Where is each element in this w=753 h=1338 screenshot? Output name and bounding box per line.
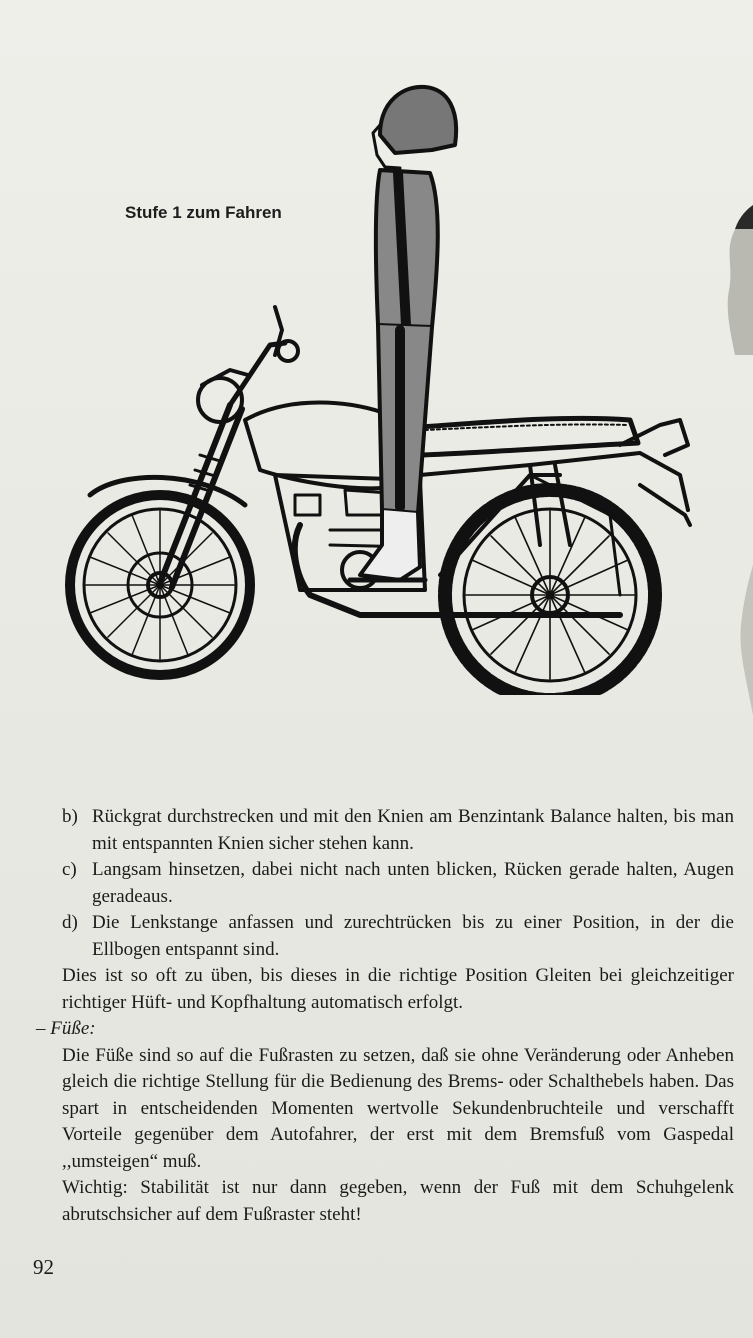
- paragraph: Die Füße sind so auf die Fußrasten zu setzen, daß sie ohne Veränderung oder Anheben gleich die richtige Stellung für die Bedienung des Brems- oder Schalthebels haben. Das spart in entscheidenden Momenten wertvolle Sekundenbruchteile und verschafft Vorteile gegenüber dem Autofahrer, der erst mit dem Bremsfuß vom Gaspedal ,,umsteigen“ muß.: [62, 1044, 734, 1172]
- body-text: [36, 804, 734, 1228]
- list-item-text: Rückgrat durchstrecken und mit den Knien am Benzintank Balance halten, bis man mit entspannten Knien sicher stehen kann.: [92, 806, 734, 854]
- list-item-text: Die Lenkstange anfassen und zurechtrücken bis zu einer Position, in der die Ellbogen entspannt sind.: [92, 912, 734, 960]
- rear-wheel: [445, 490, 655, 695]
- paragraph: Wichtig: Stabilität ist nur dann gegeben, wenn der Fuß mit dem Schuhgelenk abrutschsicher auf dem Fußraster steht!: [62, 1177, 734, 1225]
- page-number: 92: [33, 1255, 54, 1279]
- front-fork: [160, 307, 298, 587]
- list-item-label: b): [62, 806, 78, 827]
- list-item: [62, 804, 734, 857]
- heading-text: Füße:: [50, 1018, 96, 1039]
- list-item: [62, 857, 734, 910]
- heading-dash: –: [36, 1018, 46, 1039]
- rider: [360, 87, 456, 580]
- section-heading: [36, 1016, 734, 1043]
- list-item-label: d): [62, 912, 78, 933]
- figure-caption: Stufe 1 zum Fahren: [125, 203, 282, 222]
- motorcycle-rider-illustration: [60, 75, 700, 695]
- torn-page-edge: [723, 195, 753, 715]
- paragraph: Dies ist so oft zu üben, bis dieses in die richtige Position Gleiten bei gleichzeitiger richtiger Hüft- und Kopfhaltung automatisch erfolgt.: [62, 965, 734, 1013]
- list-item-text: Langsam hinsetzen, dabei nicht nach unten blicken, Rücken gerade halten, Augen geradeaus.: [92, 859, 734, 907]
- list-item: [62, 910, 734, 963]
- list-item-label: c): [62, 859, 77, 880]
